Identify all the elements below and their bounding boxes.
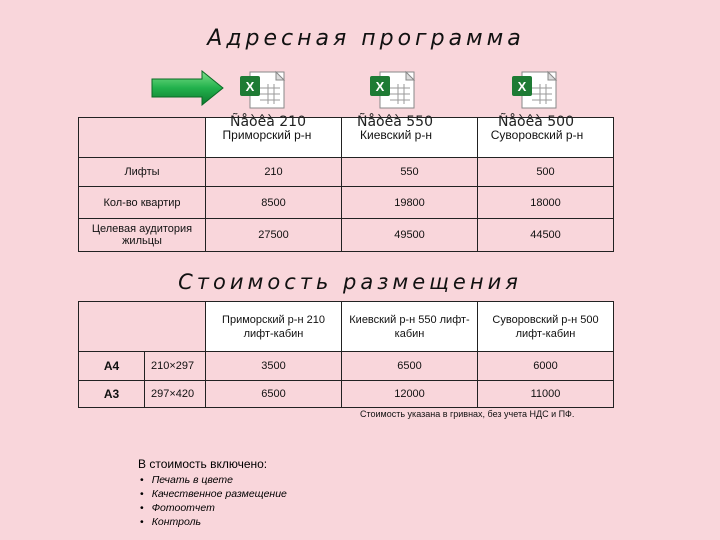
column-header: Киевский р-н 550 лифт-кабин [342, 302, 478, 352]
excel-file-icon[interactable] [366, 70, 418, 110]
column-code: Ñåòêà 210 [230, 114, 306, 130]
row-label: Лифты [79, 158, 206, 187]
cost-title: Стоимость размещения [178, 270, 522, 294]
list-item: • Качественное размещение [140, 487, 287, 501]
page-title: Адресная программа [207, 26, 525, 51]
included-title: В стоимость включено: [138, 457, 268, 471]
table-cell: 11000 [478, 381, 614, 408]
format-label: А3 [79, 381, 145, 408]
district-name: Приморский р-н [222, 128, 312, 142]
table-cell: 210 [206, 158, 342, 187]
list-item: • Контроль [140, 515, 287, 529]
table-cell: 19800 [342, 187, 478, 219]
district-name: Киевский р-н [360, 128, 432, 142]
table-cell: 27500 [206, 219, 342, 252]
column-header: Суворовский р-н 500 лифт-кабин [478, 302, 614, 352]
table-cell: 6500 [206, 381, 342, 408]
excel-file-icon[interactable] [508, 70, 560, 110]
table-cell: 18000 [478, 187, 614, 219]
table-cell: 6500 [342, 352, 478, 381]
svg-text:X: X [245, 79, 255, 94]
format-label: А4 [79, 352, 145, 381]
format-size: 297×420 [145, 381, 206, 408]
price-note: Стоимость указана в гривнах, без учета НДС и ПФ. [360, 409, 575, 419]
format-size: 210×297 [145, 352, 206, 381]
district-name: Суворовский р-н [490, 128, 584, 142]
table-cell: 6000 [478, 352, 614, 381]
svg-text:X: X [375, 79, 385, 94]
row-label: Кол-во квартир [79, 187, 206, 219]
row-label: Целевая аудитория жильцы [79, 219, 206, 252]
column-code: Ñåòêà 550 [357, 114, 433, 130]
column-code: Ñåòêà 500 [498, 114, 574, 130]
table-cell: 8500 [206, 187, 342, 219]
table-cell: 550 [342, 158, 478, 187]
table-cell: 500 [478, 158, 614, 187]
cost-table [78, 301, 614, 408]
table-cell: 44500 [478, 219, 614, 252]
list-item: • Печать в цвете [140, 473, 287, 487]
arrow-right-icon [150, 70, 225, 106]
excel-file-icon[interactable] [236, 70, 288, 110]
svg-text:X: X [517, 79, 527, 94]
column-header: Приморский р-н 210 лифт-кабин [206, 302, 342, 352]
table-cell: 12000 [342, 381, 478, 408]
table-corner [79, 302, 206, 352]
table-corner [79, 118, 206, 158]
list-item: • Фотоотчет [140, 501, 287, 515]
table-cell: 3500 [206, 352, 342, 381]
included-list [140, 473, 287, 529]
table-cell: 49500 [342, 219, 478, 252]
